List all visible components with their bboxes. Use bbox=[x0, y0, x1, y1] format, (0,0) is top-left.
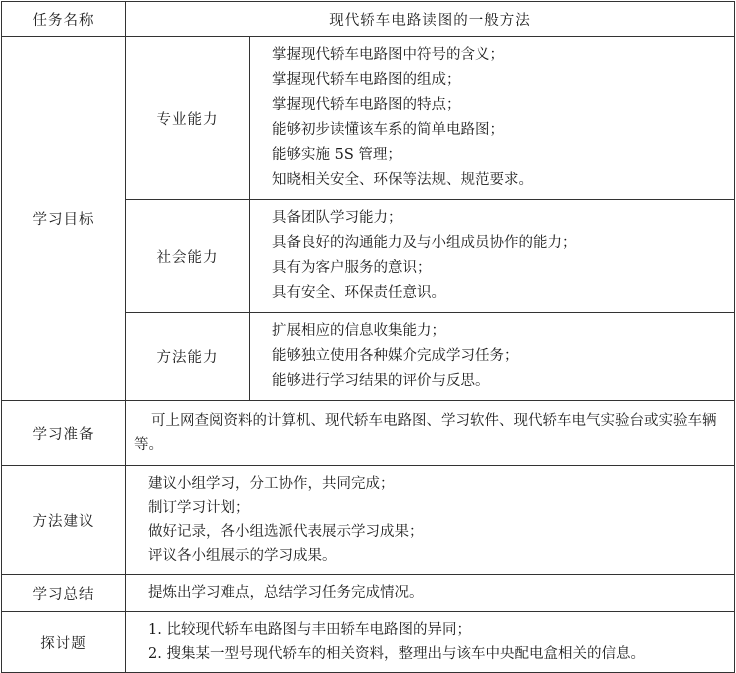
summary-cell bbox=[126, 575, 735, 612]
social-ability-list bbox=[250, 200, 735, 313]
list-item: 做好记录，各小组选派代表展示学习成果； bbox=[148, 524, 424, 540]
summary-label: 学习总结 bbox=[2, 575, 126, 612]
list-item: 能够独立使用各种媒介完成学习任务； bbox=[272, 348, 519, 364]
method-ability-list bbox=[250, 313, 735, 401]
list-item: 能够实施 5S 管理； bbox=[272, 147, 402, 163]
professional-ability-list bbox=[250, 37, 735, 200]
social-ability-label: 社会能力 bbox=[126, 200, 250, 313]
task-table bbox=[1, 1, 735, 673]
preparation-cell bbox=[126, 401, 735, 466]
suggestions-row bbox=[2, 466, 735, 575]
list-item: 具备良好的沟通能力及与小组成员协作的能力； bbox=[272, 235, 577, 251]
discussion-list bbox=[126, 612, 735, 673]
list-item: 评议各小组展示的学习成果。 bbox=[148, 548, 337, 564]
list-item: 知晓相关安全、环保等法规、规范要求。 bbox=[272, 172, 533, 188]
preparation-text: 可上网查阅资料的计算机、现代轿车电路图、学习软件、现代轿车电气实验台或实验车辆等。 bbox=[134, 413, 717, 453]
list-item: 掌握现代轿车电路图中符号的含义； bbox=[272, 47, 504, 63]
discussion-label: 探讨题 bbox=[2, 612, 126, 673]
method-ability-label: 方法能力 bbox=[126, 313, 250, 401]
list-item: 2. 搜集某一型号现代轿车的相关资料，整理出与该车中央配电盒相关的信息。 bbox=[148, 646, 645, 662]
list-item: 掌握现代轿车电路图的特点； bbox=[272, 97, 461, 113]
list-item: 建议小组学习，分工协作，共同完成； bbox=[148, 476, 395, 492]
list-item: 具有为客户服务的意识； bbox=[272, 260, 432, 276]
list-item: 制订学习计划； bbox=[148, 500, 250, 516]
preparation-row bbox=[2, 401, 735, 466]
suggestions-list bbox=[126, 466, 735, 575]
task-title: 现代轿车电路读图的一般方法 bbox=[126, 2, 735, 37]
list-item: 掌握现代轿车电路图的组成； bbox=[272, 72, 461, 88]
list-item: 能够初步读懂该车系的简单电路图； bbox=[272, 122, 504, 138]
objectives-label: 学习目标 bbox=[2, 37, 126, 401]
list-item: 1. 比较现代轿车电路图与丰田轿车电路图的异同； bbox=[148, 622, 471, 638]
preparation-label: 学习准备 bbox=[2, 401, 126, 466]
summary-text: 提炼出学习难点，总结学习任务完成情况。 bbox=[148, 585, 424, 601]
list-item: 扩展相应的信息收集能力； bbox=[272, 323, 446, 339]
discussion-row bbox=[2, 612, 735, 673]
task-name-label: 任务名称 bbox=[2, 2, 126, 37]
list-item: 能够进行学习结果的评价与反思。 bbox=[272, 373, 490, 389]
objectives-professional-row bbox=[2, 37, 735, 200]
suggestions-label: 方法建议 bbox=[2, 466, 126, 575]
summary-row bbox=[2, 575, 735, 612]
task-name-row bbox=[2, 2, 735, 37]
list-item: 具有安全、环保责任意识。 bbox=[272, 285, 446, 301]
list-item: 具备团队学习能力； bbox=[272, 210, 403, 226]
professional-ability-label: 专业能力 bbox=[126, 37, 250, 200]
